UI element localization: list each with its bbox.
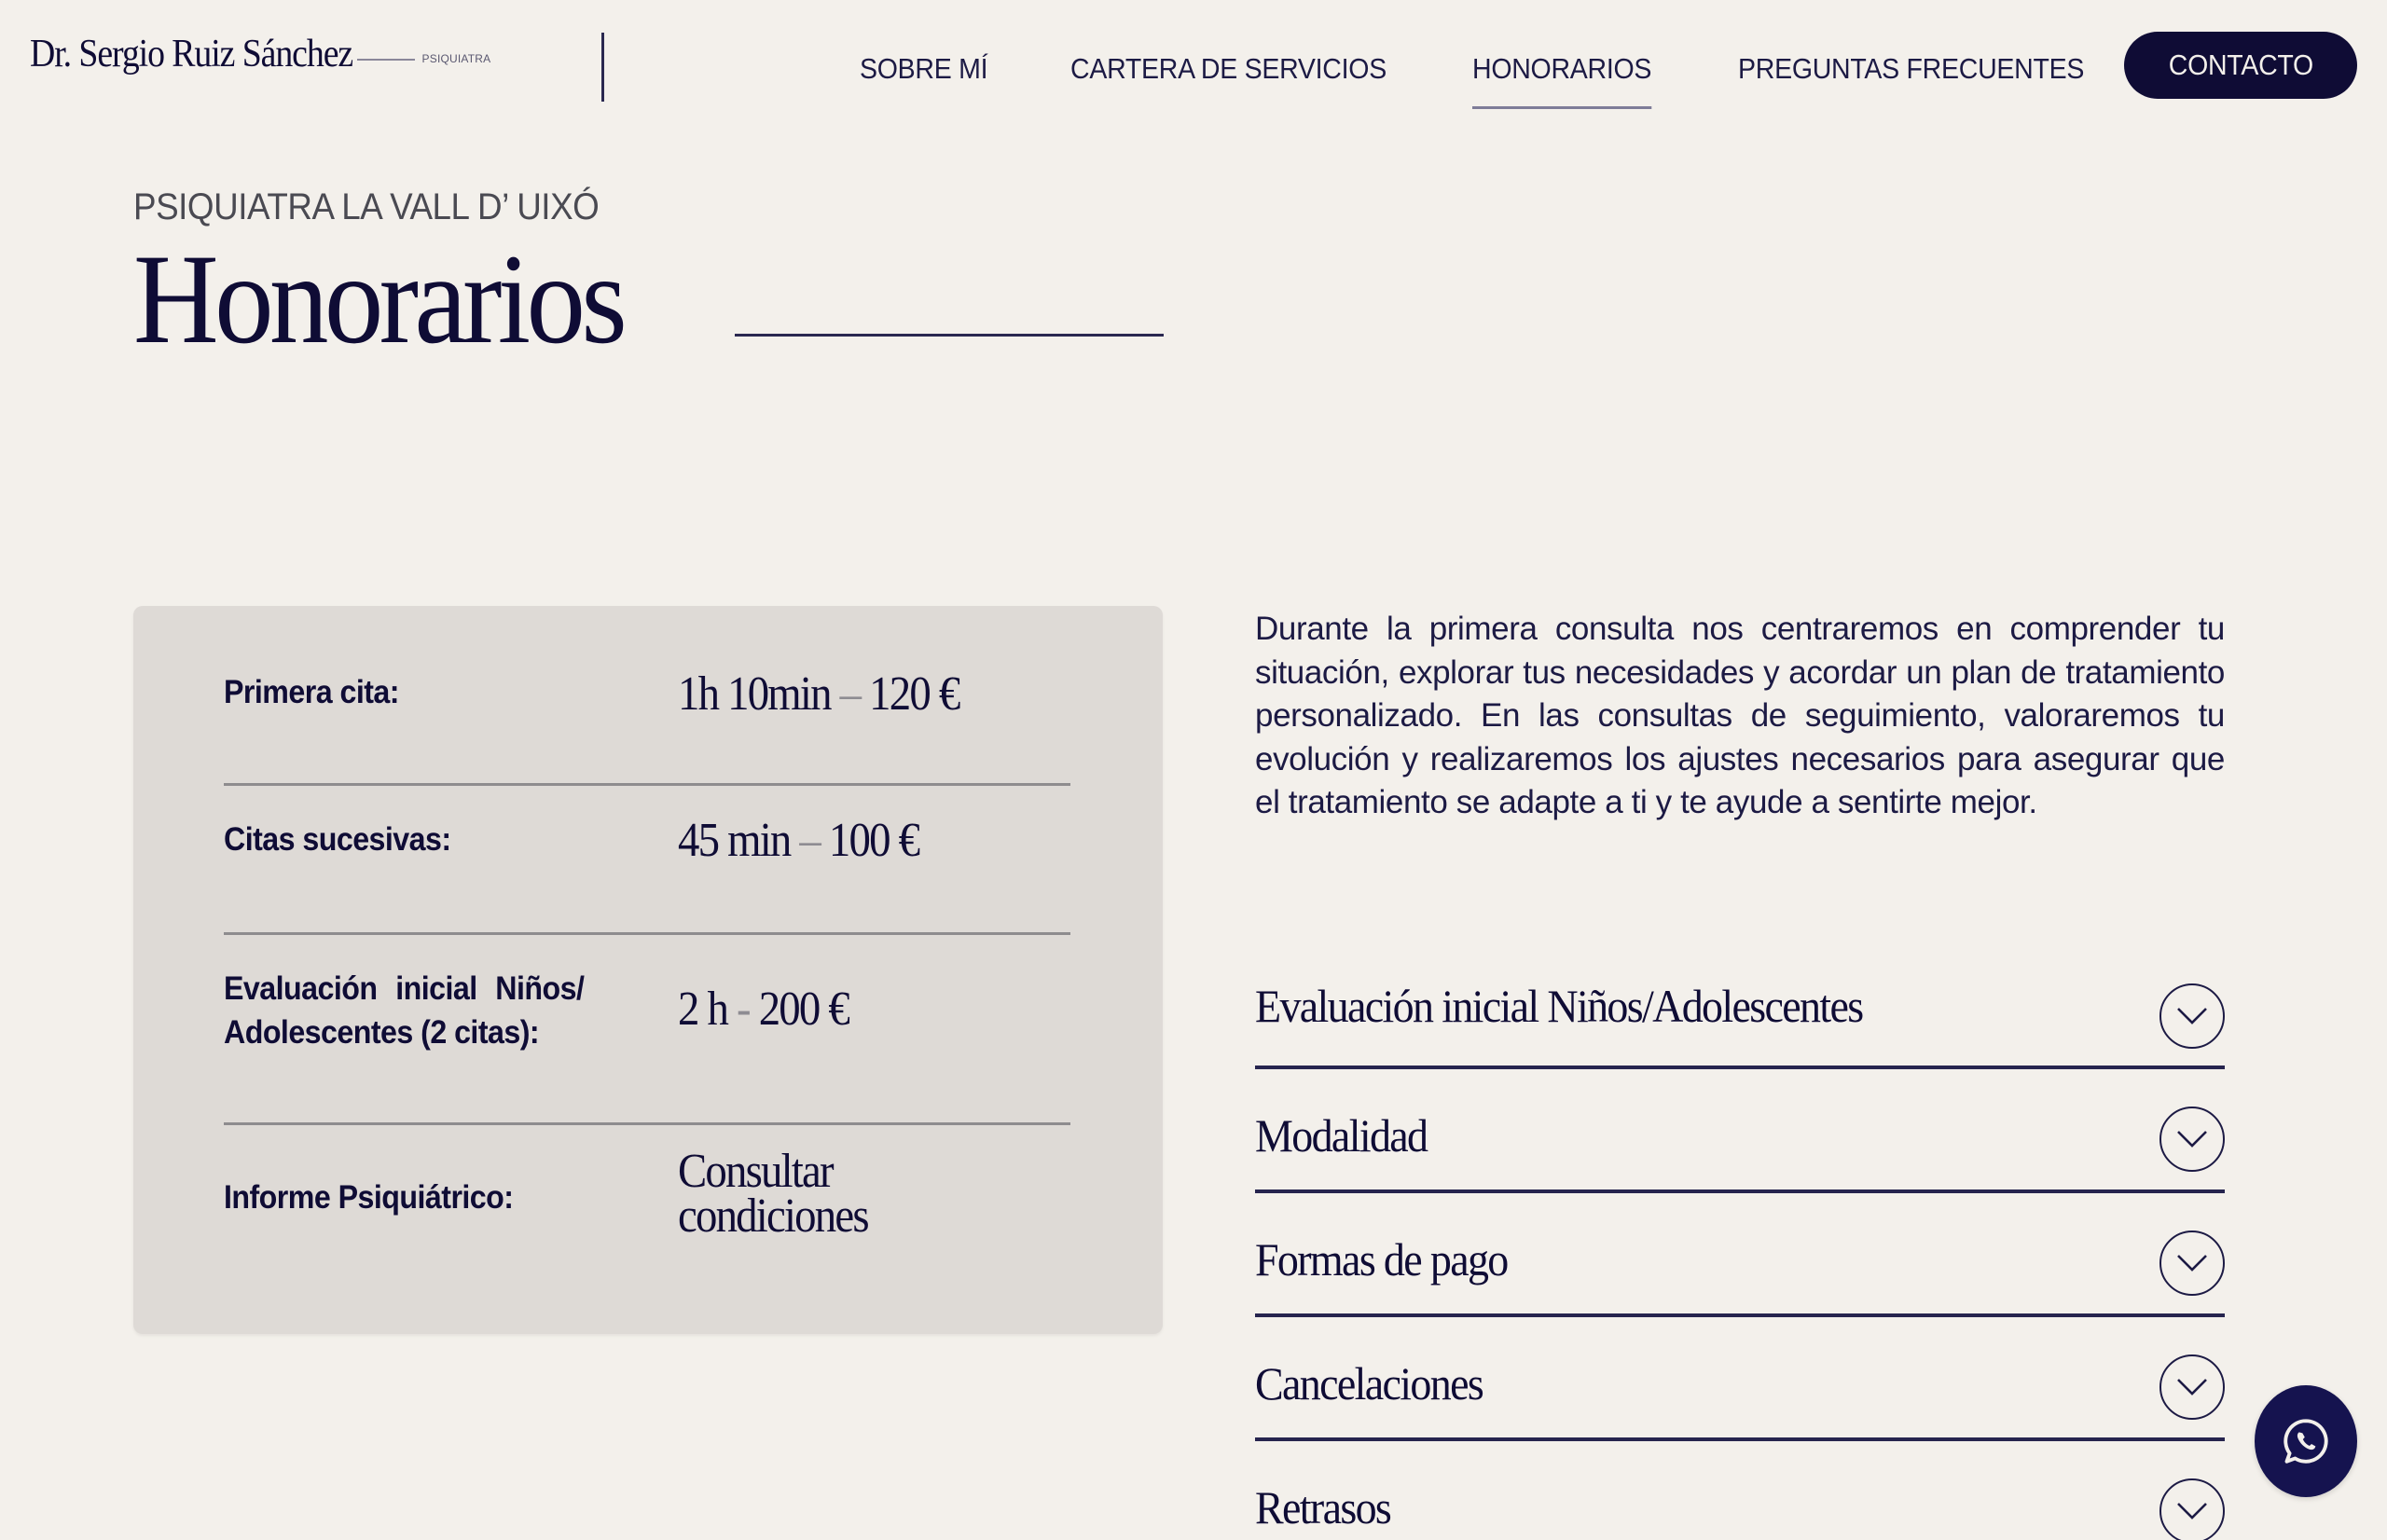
accordion-item-formas-de-pago[interactable]	[1255, 1191, 2225, 1315]
price-value	[678, 1145, 868, 1243]
nav-honorarios[interactable]: HONORARIOS	[1472, 52, 1652, 85]
chevron-down-icon	[2176, 1254, 2208, 1272]
accordion-title: Cancelaciones	[1255, 1357, 1483, 1409]
chevron-down-icon	[2176, 1378, 2208, 1396]
price-value	[678, 983, 849, 1036]
price-card	[133, 606, 1163, 1334]
accordion-title: Modalidad	[1255, 1109, 1428, 1162]
price-consult-line2: condiciones	[678, 1189, 868, 1243]
chevron-down-icon	[2176, 1130, 2208, 1148]
contacto-button-label: CONTACTO	[2168, 48, 2313, 81]
accordion-toggle[interactable]	[2159, 1354, 2225, 1420]
accordion-toggle[interactable]	[2159, 1107, 2225, 1172]
price-duration: 45 min	[678, 814, 791, 867]
accordion-item-evaluacion[interactable]	[1255, 943, 2225, 1067]
price-amount: 100 €	[828, 814, 919, 867]
main-nav	[0, 52, 2387, 89]
accordion-title: Retrasos	[1255, 1481, 1391, 1533]
logo-subtitle: PSIQUIATRA	[421, 52, 491, 65]
nav-sobre-mi[interactable]: SOBRE MÍ	[860, 52, 988, 85]
accordion-item-cancelaciones[interactable]	[1255, 1315, 2225, 1439]
price-separator: –	[839, 667, 861, 721]
title-rule	[735, 334, 1164, 337]
page-title: Honorarios	[133, 227, 624, 370]
accordion-toggle[interactable]	[2159, 983, 2225, 1049]
accordion-toggle[interactable]	[2159, 1478, 2225, 1540]
price-label: Citas sucesivas:	[224, 821, 451, 858]
contacto-button[interactable]	[2124, 32, 2357, 99]
price-value	[678, 814, 919, 867]
price-label: Evaluación inicial Niños/ Adolescentes (2 citas):	[224, 970, 585, 1051]
chevron-down-icon	[2176, 1502, 2208, 1520]
logo-name: Dr. Sergio Ruiz Sánchez	[30, 33, 353, 76]
accordion-item-modalidad[interactable]	[1255, 1067, 2225, 1191]
price-separator: –	[799, 814, 821, 867]
page-eyebrow: PSIQUIATRA LA VALL D’ UIXÓ	[133, 186, 600, 227]
whatsapp-button[interactable]	[2255, 1385, 2357, 1497]
accordion-title: Formas de pago	[1255, 1233, 1508, 1286]
price-separator: -	[737, 983, 750, 1036]
accordion-item-retrasos[interactable]	[1255, 1439, 2225, 1540]
price-row	[224, 784, 1070, 933]
fees-description: Durante la primera consulta nos centraremos en comprender tu situación, explorar tus necesidades y acordar un plan de tratamiento personalizado. En las consultas de seguimiento, valoraremos tu evolución y realizaremos los ajustes necesarios para asegurar que el tratamiento se adapte a ti y te ayude a sentirte mejor.	[1255, 611, 2225, 820]
chevron-down-icon	[2176, 1007, 2208, 1025]
price-duration: 2 h	[678, 983, 728, 1036]
price-value	[678, 667, 959, 721]
price-label: Informe Psiquiátrico:	[224, 1179, 514, 1216]
nav-cartera-de-servicios[interactable]: CARTERA DE SERVICIOS	[1070, 52, 1387, 85]
whatsapp-icon	[2279, 1414, 2333, 1468]
price-consult-line1: Consultar	[678, 1145, 833, 1198]
price-label: Primera cita:	[224, 674, 399, 710]
price-row	[224, 933, 1070, 1123]
price-row	[224, 1123, 1070, 1334]
price-duration: 1h 10min	[678, 667, 831, 721]
nav-preguntas-frecuentes[interactable]: PREGUNTAS FRECUENTES	[1738, 52, 2085, 85]
accordion-toggle[interactable]	[2159, 1231, 2225, 1296]
price-amount: 200 €	[758, 983, 849, 1036]
accordion-title: Evaluación inicial Niños/Adolescentes	[1255, 980, 1863, 1032]
price-amount: 120 €	[869, 667, 959, 721]
price-row	[224, 606, 1070, 784]
